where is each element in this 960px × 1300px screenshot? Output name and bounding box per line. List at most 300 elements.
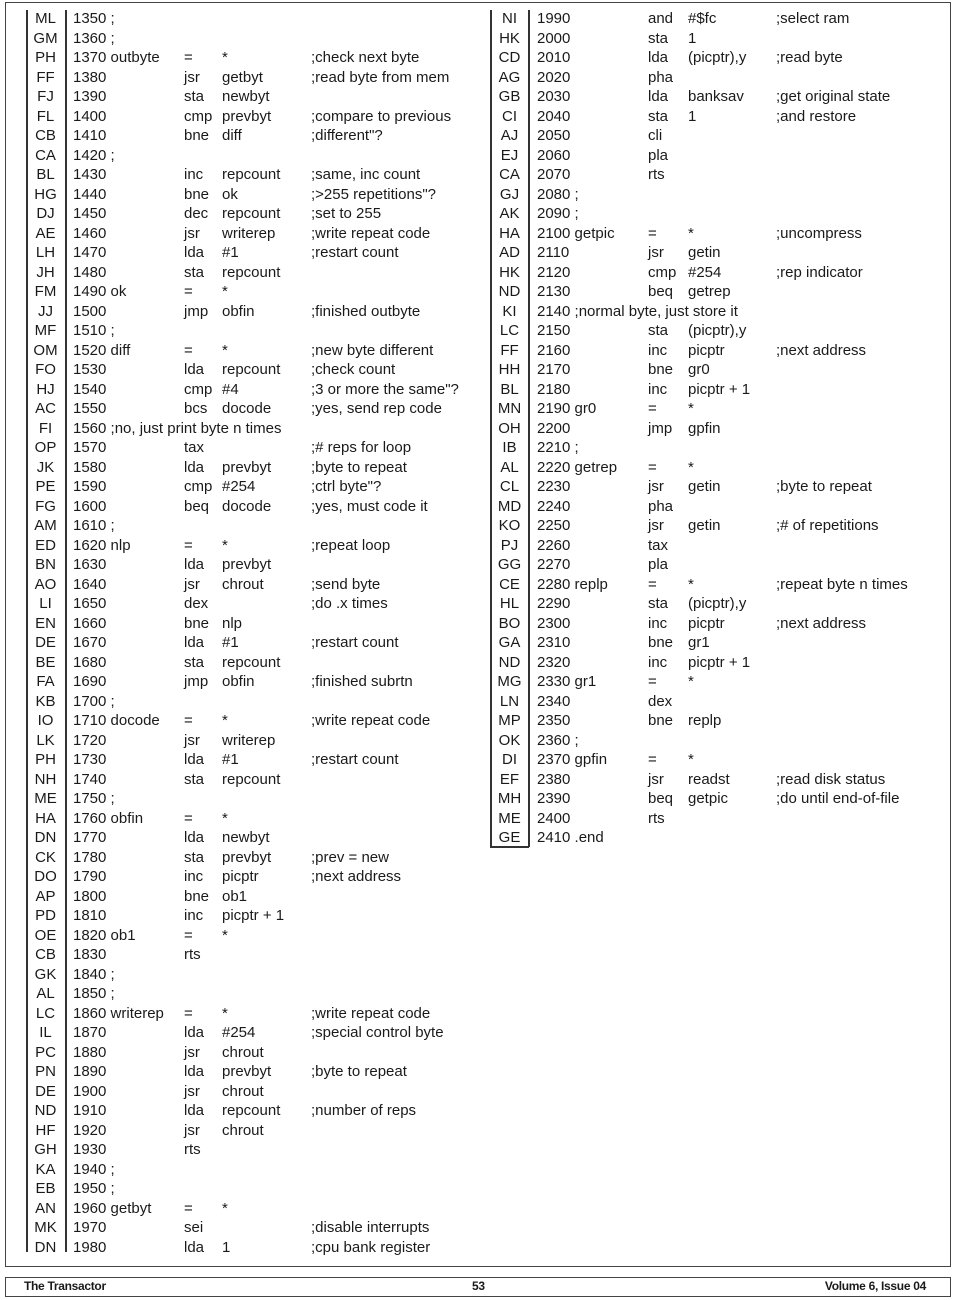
comment: ;compare to previous (311, 107, 452, 125)
line-number-label: 1510 ; (73, 322, 115, 339)
line-number-label: 2360 ; (537, 731, 579, 749)
opcode: inc (648, 653, 668, 671)
opcode: sta (184, 848, 205, 866)
checksum: AD (499, 244, 520, 261)
checksum: ME (498, 809, 521, 827)
checksum: LC (35, 1004, 56, 1022)
operand: #4 (222, 380, 239, 398)
line-number-label: 2160 (537, 341, 571, 359)
line-number-label: 2180 (537, 380, 571, 398)
opcode: = (648, 751, 657, 768)
opcode: lda (184, 1063, 205, 1080)
checksum: JK (36, 458, 55, 476)
line-number-label: 1450 (73, 205, 107, 222)
line-number-label: 1520 diff (73, 341, 131, 359)
line-number-label: 2270 (537, 556, 571, 573)
comment: ;next address (776, 341, 867, 359)
comment: ;finished subrtn (311, 673, 413, 690)
checksum: BE (35, 653, 56, 671)
line-number-label: 1710 docode (73, 712, 160, 729)
comment: ;>255 repetitions"? (311, 185, 436, 203)
line-number-label: 1840 ; (73, 965, 115, 983)
line-number-label: 1880 (73, 1043, 107, 1061)
opcode: beq (184, 497, 210, 515)
line-number-label: 1660 (73, 614, 107, 632)
checksum: AL (500, 458, 519, 476)
opcode: sei (184, 1219, 204, 1236)
operand: gr1 (688, 634, 710, 651)
operand: obfin (222, 673, 255, 690)
magazine-title: The Transactor (24, 1279, 106, 1293)
checksum: AL (36, 985, 55, 1002)
operand: repcount (222, 1102, 281, 1119)
opcode: bne (184, 887, 210, 905)
comment: ;read byte from mem (311, 68, 450, 86)
checksum: KO (498, 517, 521, 534)
line-number-label: 1690 (73, 673, 107, 690)
checksum: FA (36, 673, 55, 690)
comment: ;send byte (311, 575, 381, 593)
checksum: ME (34, 790, 57, 807)
line-number-label: 2060 (537, 146, 571, 164)
checksum: ND (498, 283, 521, 300)
opcode: cli (648, 127, 663, 144)
checksum: CB (35, 127, 56, 144)
checksum: FI (38, 419, 53, 437)
checksum: BN (35, 556, 56, 573)
operand: picptr + 1 (222, 907, 285, 924)
checksum: PC (35, 1043, 56, 1061)
checksum: AK (499, 205, 520, 222)
opcode: sta (184, 770, 205, 788)
operand: repcount (222, 263, 281, 281)
opcode: jsr (648, 478, 664, 495)
operand: * (222, 49, 228, 66)
line-number-label: 1610 ; (73, 517, 115, 534)
opcode: rts (648, 809, 665, 827)
opcode: cmp (184, 107, 213, 125)
comment: ;# of repetitions (776, 517, 879, 534)
page-number: 53 (472, 1279, 485, 1293)
comment: ;read byte (776, 49, 843, 66)
comment: ;rep indicator (776, 263, 863, 281)
opcode: sta (648, 322, 669, 339)
checksum: GB (498, 88, 521, 105)
operand: picptr (222, 868, 259, 885)
line-number-label: 1870 (73, 1024, 107, 1041)
opcode: lda (184, 751, 205, 768)
line-number-label: 1790 (73, 868, 107, 885)
operand: 1 (688, 29, 697, 47)
checksum: MP (498, 712, 521, 729)
operand: (picptr),y (688, 322, 747, 339)
line-number-label: 2190 gr0 (537, 400, 597, 417)
checksum: PD (35, 907, 56, 924)
opcode: jsr (184, 224, 200, 242)
operand: repcount (222, 205, 281, 222)
checksum: IL (39, 1024, 52, 1041)
operand: * (222, 536, 228, 554)
operand: getin (688, 244, 721, 261)
checksum: HK (499, 263, 520, 281)
comment: ;read disk status (776, 770, 886, 788)
checksum: HF (35, 1121, 56, 1139)
line-number-label: 1650 (73, 595, 107, 612)
opcode: lda (184, 1102, 205, 1119)
opcode: bne (648, 712, 674, 729)
checksum: MN (497, 400, 522, 417)
checksum: FO (35, 361, 56, 378)
opcode: jsr (184, 731, 200, 749)
line-number-label: 2210 ; (537, 439, 579, 456)
operand: (picptr),y (688, 49, 747, 66)
opcode: inc (184, 166, 204, 183)
comment: ;byte to repeat (311, 458, 407, 476)
checksum: DE (35, 634, 56, 651)
line-number-label: 2330 gr1 (537, 673, 597, 690)
opcode: = (184, 341, 193, 359)
line-number-label: 2070 (537, 166, 571, 183)
checksum: MG (497, 673, 522, 690)
checksum: MK (34, 1219, 57, 1236)
line-number-label: 2380 (537, 770, 571, 788)
operand: * (688, 458, 694, 476)
checksum: KA (35, 1160, 56, 1178)
opcode: jsr (184, 1082, 200, 1100)
operand: gpfin (688, 419, 721, 437)
comment: ;restart count (311, 634, 399, 651)
checksum: OP (34, 439, 57, 456)
checksum: HH (498, 361, 521, 378)
opcode: = (184, 283, 193, 300)
checksum: DE (35, 1082, 56, 1100)
line-number-label: 1470 (73, 244, 107, 261)
opcode: inc (648, 614, 668, 632)
line-number-label: 1490 ok (73, 283, 127, 300)
opcode: tax (648, 536, 669, 554)
opcode: sta (184, 263, 205, 281)
opcode: lda (184, 458, 205, 476)
line-number-label: 1460 (73, 224, 107, 242)
checksum: AM (34, 517, 57, 534)
checksum: FF (500, 341, 519, 359)
line-number-label: 1530 (73, 361, 107, 378)
left-checksum-separator (65, 10, 67, 1252)
opcode: inc (184, 868, 204, 885)
checksum: AG (498, 68, 521, 86)
operand: * (222, 341, 228, 359)
operand: #1 (222, 634, 239, 651)
line-number-label: 1540 (73, 380, 107, 398)
opcode: sta (648, 595, 669, 612)
checksum: LC (499, 322, 520, 339)
line-number-label: 2230 (537, 478, 571, 495)
checksum: FL (36, 107, 55, 125)
opcode: lda (184, 361, 205, 378)
opcode: jsr (184, 1121, 200, 1139)
opcode: jsr (648, 244, 664, 261)
operand: * (688, 400, 694, 417)
line-number-label: 1770 (73, 829, 107, 846)
opcode: jsr (648, 517, 664, 534)
checksum: BL (500, 380, 519, 398)
checksum: EJ (500, 146, 519, 164)
line-number-label: 1630 (73, 556, 107, 573)
checksum: CL (499, 478, 520, 495)
opcode: = (184, 712, 193, 729)
checksum: PH (35, 49, 56, 66)
operand: (picptr),y (688, 595, 747, 612)
line-number-label: 1680 (73, 653, 107, 671)
opcode: lda (648, 49, 669, 66)
line-number-label: 1810 (73, 907, 107, 924)
opcode: inc (184, 907, 204, 924)
line-number-label: 2010 (537, 49, 571, 66)
checksum: CI (502, 107, 517, 125)
comment: ;disable interrupts (311, 1219, 430, 1236)
opcode: sta (648, 107, 669, 125)
opcode: cmp (184, 478, 213, 495)
checksum: CD (498, 49, 521, 66)
checksum: FJ (37, 88, 54, 105)
opcode: cmp (184, 380, 213, 398)
opcode: rts (648, 166, 665, 183)
checksum: ML (35, 10, 56, 27)
operand: writerep (222, 731, 276, 749)
comment: ;new byte different (311, 341, 434, 359)
checksum: HL (499, 595, 520, 612)
line-number-label: 1930 (73, 1141, 107, 1158)
comment: ;repeat byte n times (776, 575, 908, 593)
checksum: HG (34, 185, 57, 203)
opcode: bne (184, 127, 210, 144)
operand: chrout (222, 575, 264, 593)
line-number-label: 1860 writerep (73, 1004, 164, 1022)
line-number-label: 2240 (537, 497, 571, 515)
line-number-label: 1780 (73, 848, 107, 866)
line-number-label: 1910 (73, 1102, 107, 1119)
opcode: tax (184, 439, 205, 456)
opcode: dec (184, 205, 209, 222)
issue-label: Volume 6, Issue 04 (824, 1279, 926, 1293)
comment: ;restart count (311, 244, 399, 261)
opcode: beq (648, 790, 674, 807)
listing-frame (5, 2, 951, 1267)
line-number-label: 2310 (537, 634, 571, 651)
line-number-label: 2200 (537, 419, 571, 437)
line-number-label: 2050 (537, 127, 571, 144)
checksum: AN (35, 1199, 56, 1217)
operand: chrout (222, 1121, 264, 1139)
opcode: lda (184, 1024, 205, 1041)
comment: ;write repeat code (311, 712, 431, 729)
line-number-label: 2000 (537, 29, 571, 47)
right-checksum-separator (528, 10, 530, 847)
comment: ;cpu bank register (311, 1238, 431, 1256)
operand: prevbyt (222, 458, 272, 476)
operand: prevbyt (222, 107, 272, 125)
operand: banksav (688, 88, 744, 105)
comment: ;restart count (311, 751, 399, 768)
operand: #254 (688, 263, 722, 281)
line-number-label: 1350 ; (73, 10, 115, 27)
opcode: bne (648, 634, 674, 651)
comment: ;select ram (776, 10, 850, 27)
line-number-label: 1370 outbyte (73, 49, 160, 66)
operand: prevbyt (222, 556, 272, 573)
line-number-label: 2350 (537, 712, 571, 729)
operand: * (222, 926, 228, 944)
operand: chrout (222, 1082, 264, 1100)
opcode: = (648, 400, 657, 417)
operand: ok (222, 185, 238, 203)
line-number-label: 1390 (73, 88, 107, 105)
checksum: MD (497, 497, 522, 515)
comment: ;different"? (311, 127, 383, 144)
checksum: OK (498, 731, 521, 749)
comment: ;set to 255 (311, 205, 382, 222)
comment: ;write repeat code (311, 1004, 431, 1022)
line-number-label: 2020 (537, 68, 571, 86)
line-number-label: 2300 (537, 614, 571, 632)
operand: repcount (222, 166, 281, 183)
operand: * (222, 283, 228, 300)
line-number-label: 1590 (73, 478, 107, 495)
checksum: EB (35, 1180, 56, 1197)
opcode: rts (184, 1141, 201, 1158)
opcode: lda (184, 1238, 205, 1256)
operand: docode (222, 400, 272, 417)
operand: #$fc (688, 10, 717, 27)
opcode: jmp (648, 419, 673, 437)
comment: ;next address (311, 868, 402, 885)
opcode: lda (184, 829, 205, 846)
checksum: GG (497, 556, 522, 573)
checksum: HA (499, 224, 520, 242)
opcode: lda (184, 556, 205, 573)
opcode: dex (648, 692, 673, 710)
operand: newbyt (222, 88, 270, 105)
line-number-label: 1670 (73, 634, 107, 651)
comment: ;# reps for loop (311, 439, 412, 456)
checksum: ND (498, 653, 521, 671)
checksum: BO (498, 614, 521, 632)
operand: * (222, 809, 228, 827)
checksum: NH (34, 770, 57, 788)
checksum: AO (34, 575, 57, 593)
checksum: PN (35, 1063, 56, 1080)
comment: ;get original state (776, 88, 891, 105)
opcode: and (648, 10, 674, 27)
opcode: lda (184, 634, 205, 651)
checksum: EF (499, 770, 520, 788)
checksum: OH (498, 419, 521, 437)
operand: ob1 (222, 887, 248, 905)
operand: gr0 (688, 361, 710, 378)
opcode: pla (648, 146, 669, 164)
comment: ;finished outbyte (311, 302, 421, 320)
checksum: LK (36, 731, 55, 749)
opcode: bne (648, 361, 674, 378)
operand: getin (688, 517, 721, 534)
operand: #1 (222, 751, 239, 768)
line-number-label: 2030 (537, 88, 571, 105)
operand: * (688, 224, 694, 242)
operand: repcount (222, 770, 281, 788)
checksum: BL (36, 166, 55, 183)
line-number-label: 1830 (73, 946, 107, 963)
comment: ;yes, send rep code (311, 400, 442, 417)
checksum: NI (502, 10, 517, 27)
line-number-label: 1980 (73, 1238, 107, 1256)
checksum: PJ (500, 536, 519, 554)
opcode: jsr (184, 68, 200, 86)
checksum: OM (33, 341, 58, 359)
line-number-label: 1920 (73, 1121, 107, 1139)
page-footer (5, 1277, 951, 1297)
line-number-label: 1700 ; (73, 692, 115, 710)
line-number-label: 2340 (537, 692, 571, 710)
line-number-label: 2140 ;normal byte, just store it (537, 302, 738, 320)
operand: prevbyt (222, 1063, 272, 1080)
opcode: = (184, 1004, 193, 1022)
operand: #254 (222, 1024, 256, 1041)
operand: nlp (222, 614, 243, 632)
checksum: AP (35, 887, 56, 905)
operand: picptr (688, 341, 725, 359)
checksum: GK (34, 965, 57, 983)
comment: ;yes, must code it (311, 497, 428, 515)
line-number-label: 1760 obfin (73, 809, 144, 827)
operand: prevbyt (222, 848, 272, 866)
checksum: FF (36, 68, 55, 86)
opcode: = (184, 926, 193, 944)
operand: getin (688, 478, 721, 495)
line-number-label: 2080 ; (537, 185, 579, 203)
line-number-label: 1990 (537, 10, 571, 27)
checksum: IB (502, 439, 517, 456)
checksum: OE (34, 926, 57, 944)
checksum: HJ (36, 380, 55, 398)
line-number-label: 1560 ;no, just print byte n times (73, 419, 282, 437)
line-number-label: 1500 (73, 302, 107, 320)
line-number-label: 2220 getrep (537, 458, 618, 476)
checksum: HA (35, 809, 56, 827)
operand: docode (222, 497, 272, 515)
line-number-label: 1410 (73, 127, 107, 144)
opcode: inc (648, 341, 668, 359)
line-number-label: 1800 (73, 887, 107, 905)
checksum: CA (35, 146, 56, 164)
opcode: inc (648, 380, 668, 398)
checksum: DO (34, 868, 57, 885)
checksum: GM (33, 29, 58, 47)
opcode: bne (184, 185, 210, 203)
checksum: GE (498, 829, 521, 846)
checksum: JJ (38, 302, 53, 320)
line-number-label: 1400 (73, 107, 107, 125)
comment: ;check count (311, 361, 396, 378)
comment: ;prev = new (311, 848, 389, 866)
checksum: FM (34, 283, 57, 300)
line-number-label: 1440 (73, 185, 107, 203)
checksum: AJ (500, 127, 519, 144)
checksum: FG (35, 497, 56, 515)
opcode: beq (648, 283, 674, 300)
operand: repcount (222, 361, 281, 378)
opcode: = (648, 224, 657, 242)
operand: 1 (222, 1238, 231, 1256)
